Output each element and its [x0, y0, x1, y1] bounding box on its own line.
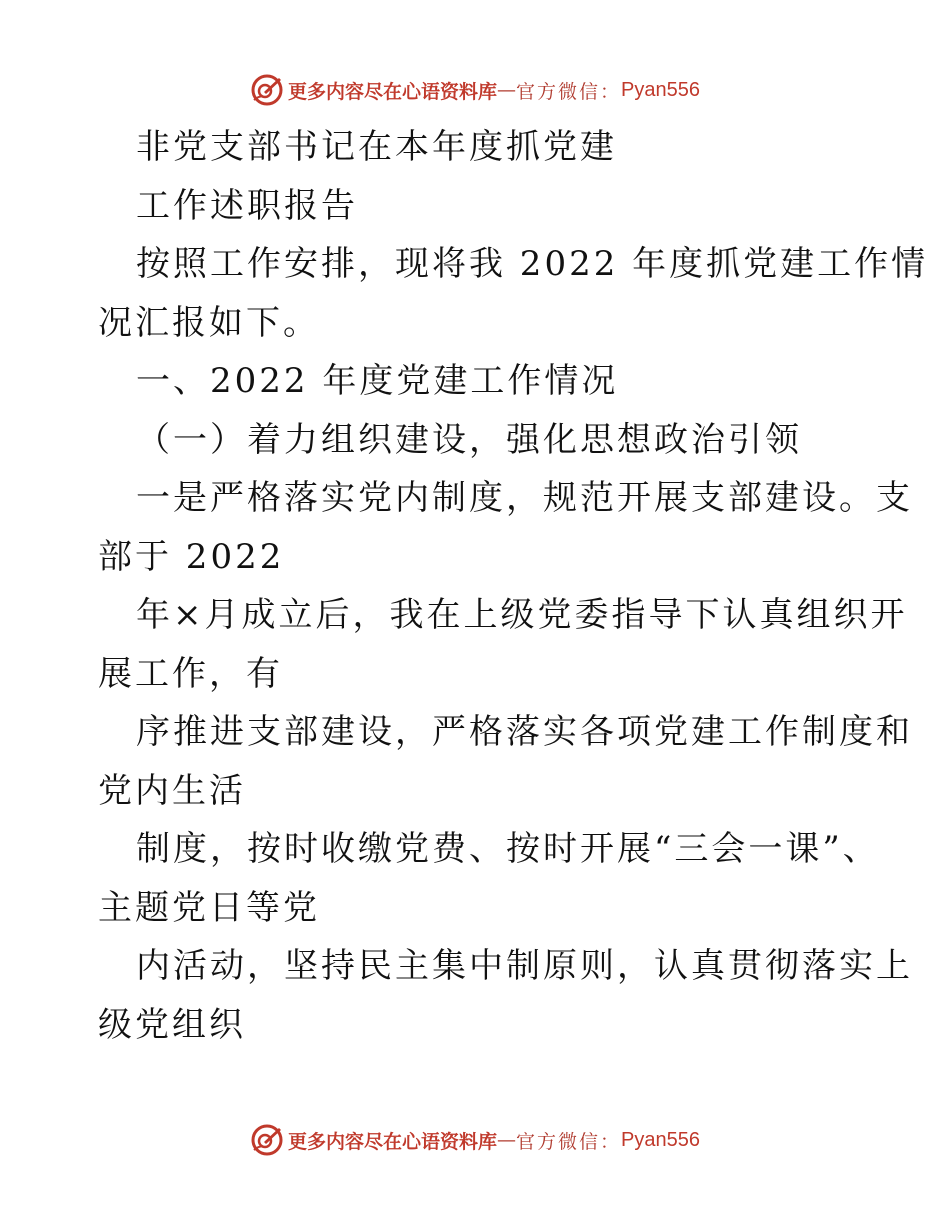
banner-main-text: 更多内容尽在心语资料库 — [288, 80, 498, 103]
doc-title-line-2: 工作述职报告 — [136, 185, 358, 226]
doc-title-line-1: 非党支部书记在本年度抓党建 — [136, 127, 617, 167]
subsection-heading: （一）着力组织建设，强化思想政治引领 — [136, 419, 802, 460]
paragraph-line: 党内生活 — [98, 770, 246, 811]
header-watermark-banner — [0, 70, 950, 110]
pen-seal-logo-icon — [250, 1123, 284, 1157]
paragraph-line: 按照工作安排，现将我 2022 年度抓党建工作情 — [136, 244, 929, 284]
paragraph-line: 序推进支部建设，严格落实各项党建工作制度和 — [136, 712, 913, 752]
paragraph-line: 主题党日等党 — [98, 887, 320, 928]
paragraph-line: 况汇报如下。 — [98, 302, 320, 343]
banner-dash: — — [497, 79, 517, 101]
paragraph-line: 一是严格落实党内制度，规范开展支部建设。支 — [136, 478, 913, 518]
pen-seal-logo-icon — [250, 73, 284, 107]
banner-wechat-label: 官方微信： — [516, 1130, 622, 1153]
banner-main-text: 更多内容尽在心语资料库 — [288, 1130, 498, 1153]
paragraph-line: 部于 2022 — [98, 536, 285, 577]
paragraph-line: 展工作，有 — [98, 653, 283, 694]
paragraph-line: 年×月成立后，我在上级党委指导下认真组织开 — [136, 595, 908, 635]
paragraph-line: 级党组织 — [98, 1004, 246, 1045]
document-body — [98, 118, 929, 1054]
banner-wechat-id: Pyan556 — [621, 78, 700, 101]
paragraph-line: 制度，按时收缴党费、按时开展“三会一课”、 — [136, 829, 880, 869]
footer-watermark-banner — [0, 1120, 950, 1160]
section-heading: 一、2022 年度党建工作情况 — [136, 361, 619, 401]
paragraph-line: 内活动，坚持民主集中制原则，认真贯彻落实上 — [136, 946, 913, 986]
banner-wechat-label: 官方微信： — [516, 80, 622, 103]
banner-dash: — — [497, 1129, 517, 1151]
banner-wechat-id: Pyan556 — [621, 1128, 700, 1151]
